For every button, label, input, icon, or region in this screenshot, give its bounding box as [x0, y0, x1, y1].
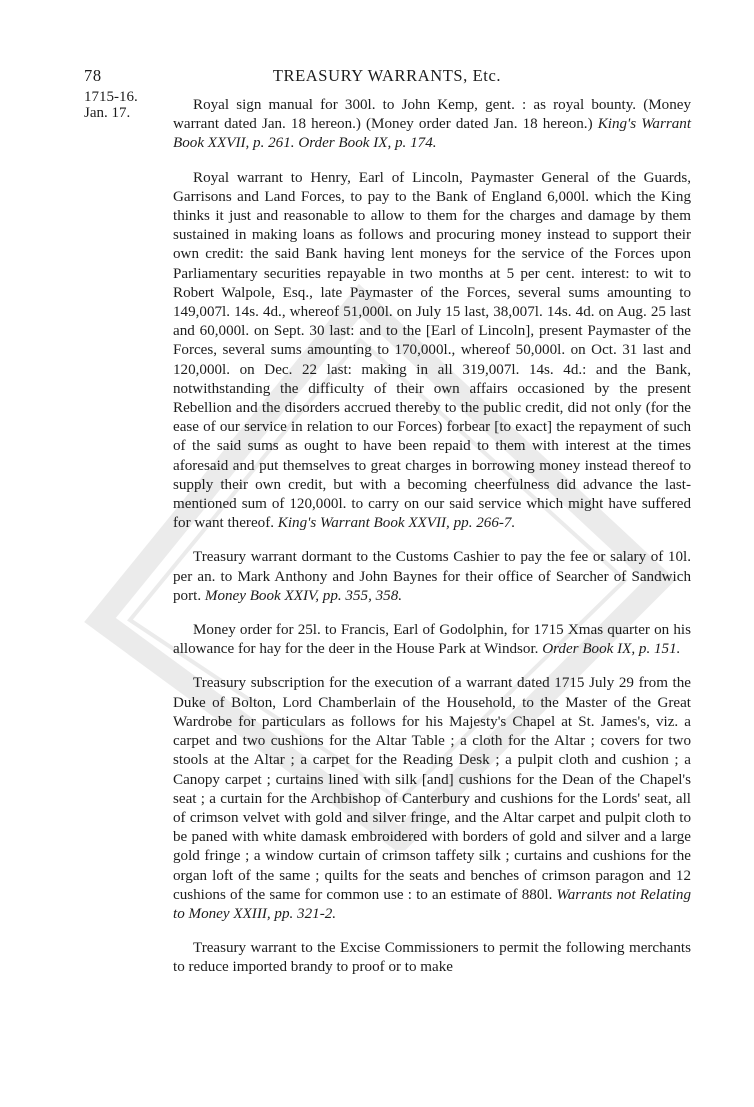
entry-reference: King's Warrant Book XXVII, pp. 266-7.	[277, 515, 516, 532]
running-head	[84, 66, 690, 88]
margin-year: 1715-16.	[84, 89, 138, 105]
entry-reference: Money Book XXIV, pp. 355, 358.	[204, 587, 403, 604]
page-number: 78	[84, 66, 102, 85]
entry-text: Treasury warrant to the Excise Commissioners to permit the following merchants to reduce imported brandy to proof or to make	[173, 940, 691, 976]
entry-reference: Order Book IX, p. 151.	[542, 641, 681, 658]
entry-paragraph	[173, 674, 691, 924]
entries	[173, 96, 691, 993]
page-title: TREASURY WARRANTS, Etc.	[272, 66, 502, 85]
entry-text: Treasury warrant dormant to the Customs Cashier to pay the fee or salary of 10l. per an. to Mark Anthony and John Baynes for their office of Searcher of Sandwich port.	[173, 549, 691, 604]
entry-reference: King's Warrant Book XXVII, p. 261. Order Book IX, p. 174.	[173, 116, 692, 152]
entry-reference: Warrants not Relating to Money XXIII, pp. 321-2.	[173, 886, 691, 922]
entry-text: Royal warrant to Henry, Earl of Lincoln, Paymaster General of the Guards, Garrisons and Land Forces, to pay to the Bank of England 6,000l. which the King thinks it just and reasonable to allow to them for the charges and damage by them sustained in making loans as follows and procuring money instead to support their own credit: the said Bank having lent moneys for the service of the Forces upon Parliamentary securities repayable in two months at 5 per cent. interest: to wit to Robert Walpole, Esq., late Paymaster of the Forces, several sums amounting to 149,007l. 14s. 4d., whereof 51,000l. on July 15 last, 38,007l. 14s. 4d. on Aug. 25 last and 60,000l. on Sept. 30 last: and to the [Earl of Lincoln], present Paymaster of the Forces, several sums amounting to 170,000l., whereof 50,000l. on Oct. 31 last and 120,000l. on Dec. 22 last: making in all 319,007l. 14s. 4d.: and the Bank, notwithstanding the difficulty of their own affairs occasioned by the present Rebellion and the disorders accrued thereby to the public credit, did not only (for the ease of our service in relation to our Forces) forbear [to exact] the repayment of such of the said sums as ought to have been repaid to them with interest at the times aforesaid and put themselves to great charges in borrowing money instead thereof to supply their own credit, but with a becoming cheerfulness did advance the last-mentioned sum of 120,000l. to carry on our said service which might have suffered for want thereof.	[173, 169, 691, 532]
margin-date: Jan. 17.	[84, 105, 131, 121]
entry-paragraph	[173, 548, 691, 606]
entry-text: Treasury subscription for the execution of a warrant dated 1715 July 29 from the Duke of Bolton, Lord Chamberlain of the Household, to the Master of the Great Wardrobe for particulars as follows for his Majesty's Chapel at St. James's, viz. a carpet and two cushions for the Altar Table ; a cloth for the Altar ; covers for two stools at the Altar ; a carpet for the Reading Desk ; a pulpit cloth and cushion ; a Canopy carpet ; curtains lined with silk [and] cushions for the Dean of the Chapel's seat ; a curtain for the Archbishop of Canterbury and cushions for the Lords' seat, all of crimson velvet with gold and silver fringe, and the Altar carpet and pulpit cloth to be paned with white damask embroidered with borders of gold and silver and a large gold fringe ; a window curtain of crimson taffety silk ; curtains and cushions for the organ loft of the same ; quilts for the seats and benches of crimson paragon and 12 cushions of the same for common use : to an estimate of 880l.	[173, 675, 691, 903]
entry-paragraph	[173, 169, 691, 534]
entry-paragraph	[173, 621, 691, 659]
entry-text: Royal sign manual for 300l. to John Kemp, gent. : as royal bounty. (Money warrant dated Jan. 18 hereon.) (Money order dated Jan. 18 hereon.)	[173, 97, 691, 133]
entry-paragraph	[173, 96, 691, 154]
entry-text: Money order for 25l. to Francis, Earl of Godolphin, for 1715 Xmas quarter on his allowance for hay for the deer in the House Park at Windsor.	[173, 622, 691, 658]
entry-paragraph	[173, 939, 691, 977]
